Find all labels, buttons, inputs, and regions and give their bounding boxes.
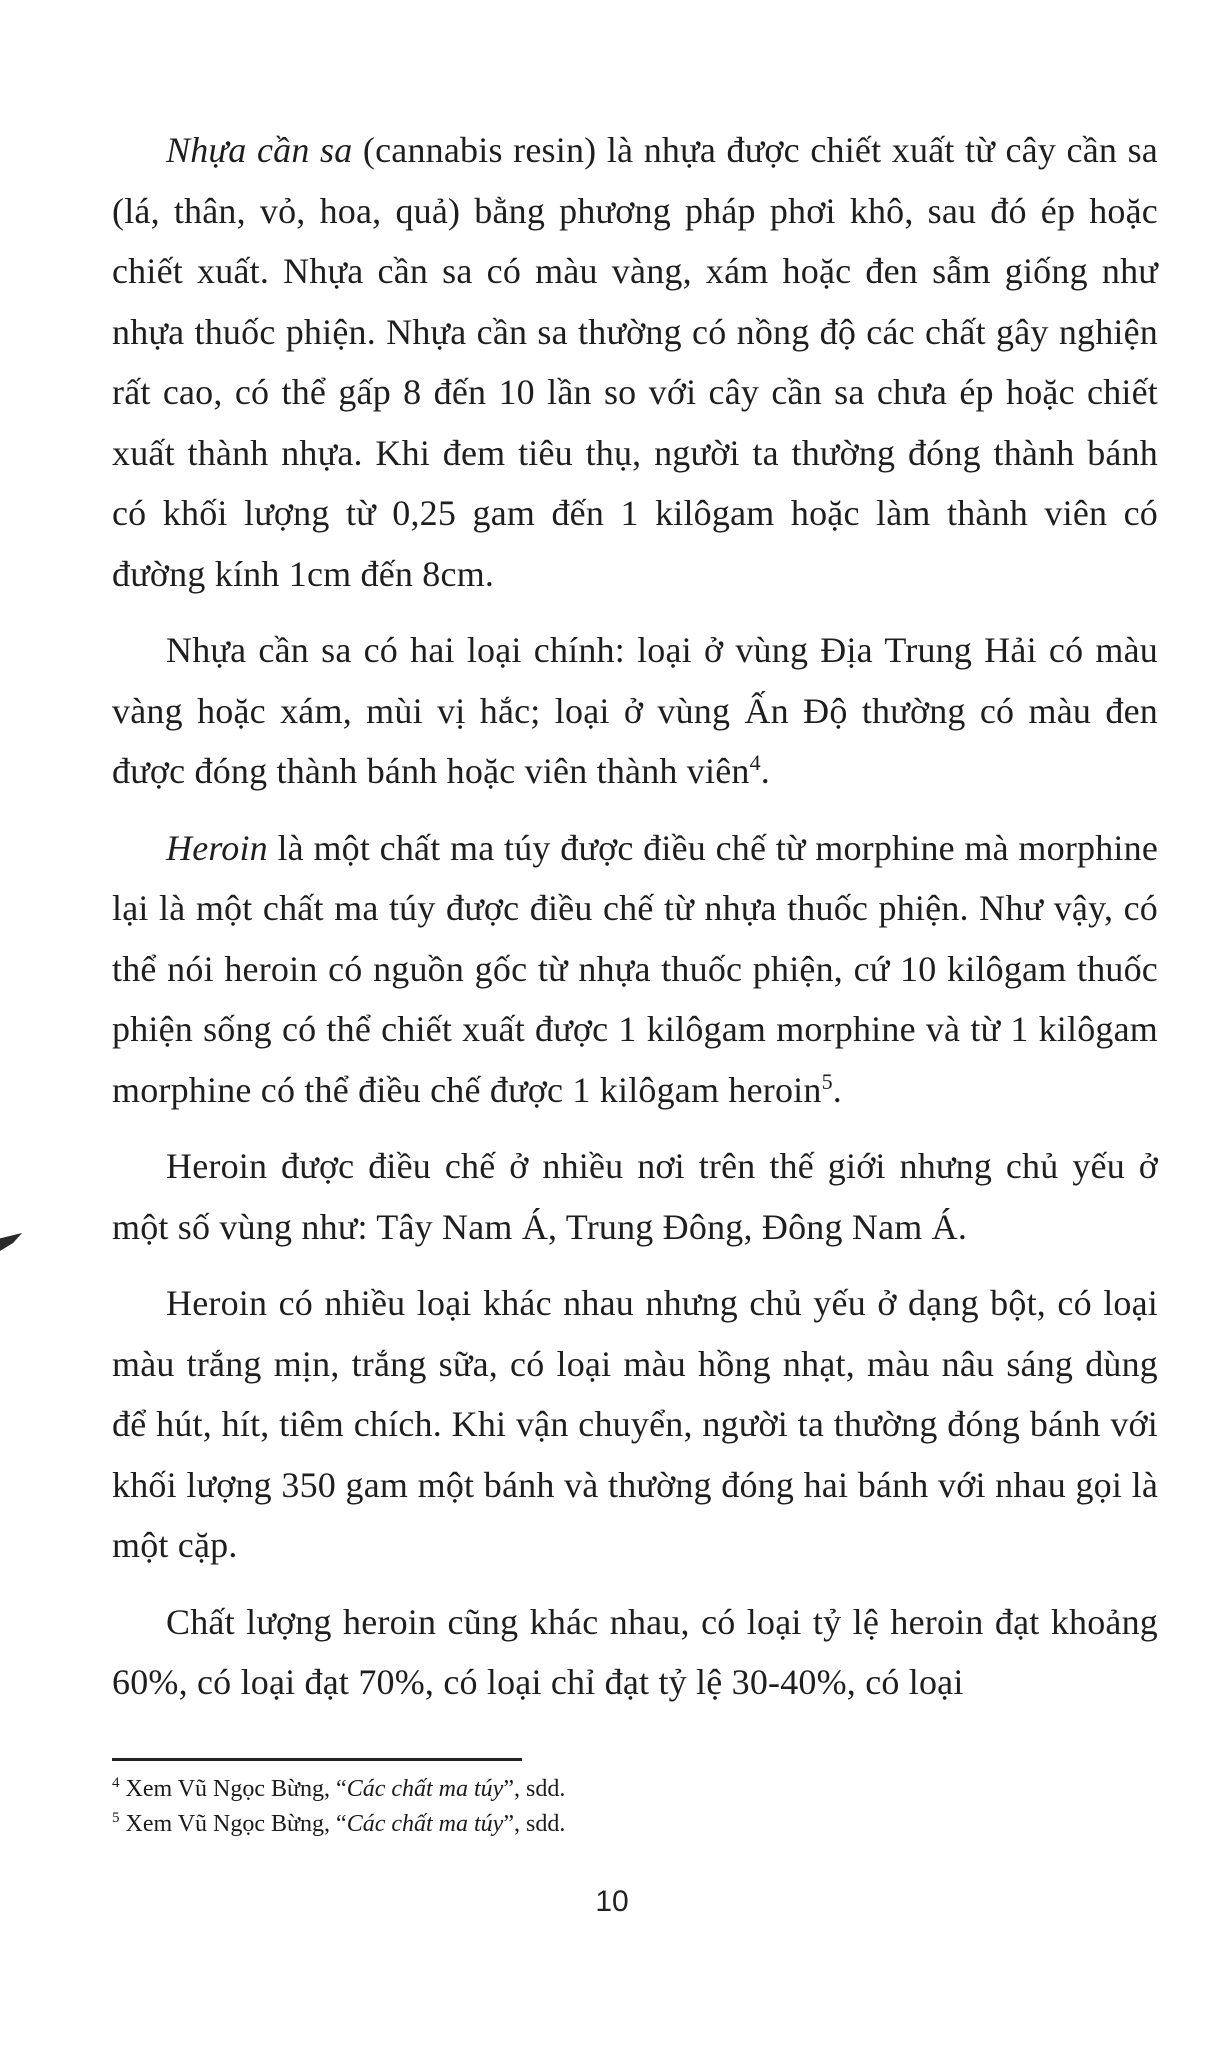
- paragraph-text: Heroin có nhiều loại khác nhau nhưng chủ yếu ở dạng bột, có loại màu trắng mịn, trắng sữa, có loại màu hồng nhạt, màu nâu sáng dùng để hút, hít, tiêm chích. Khi vận chuyển, người ta thường đóng bánh với khối lượng 350 gam một bánh và thường đóng hai bánh với nhau gọi là một cặp.: [112, 1283, 1158, 1565]
- footnote-number: 4: [112, 1775, 120, 1791]
- paragraph-text: Nhựa cần sa có hai loại chính: loại ở vùng Địa Trung Hải có màu vàng hoặc xám, mùi vị hắc; loại ở vùng Ấn Độ thường có màu đen được đóng thành bánh hoặc viên thành viên: [112, 630, 1158, 791]
- page-number: 10: [595, 1885, 629, 1918]
- paragraph-text: là một chất ma túy được điều chế từ morphine mà morphine lại là một chất ma túy được điều chế từ nhựa thuốc phiện. Như vậy, có thể nói heroin có nguồn gốc từ nhựa thuốc phiện, cứ 10 kilôgam thuốc phiện sống có thể chiết xuất được 1 kilôgam morphine và từ 1 kilôgam morphine có thể điều chế được 1 kilôgam heroin: [112, 827, 1158, 1110]
- paragraph-text: (cannabis resin) là nhựa được chiết xuất từ cây cần sa (lá, thân, vỏ, hoa, quả) bằng phương pháp phơi khô, sau đó ép hoặc chiết xuất. Nhựa cần sa có màu vàng, xám hoặc đen sẫm giống như nhựa thuốc phiện. Nhựa cần sa thường có nồng độ các chất gây nghiện rất cao, có thể gấp 8 đến 10 lần so với cây cần sa chưa ép hoặc chiết xuất thành nhựa. Khi đem tiêu thụ, người ta thường đóng thành bánh có khối lượng từ 0,25 gam đến 1 kilôgam hoặc làm thành viên có đường kính 1cm đến 8cm.: [112, 130, 1158, 594]
- footnote-text: Xem Vũ Ngọc Bừng, “: [119, 1811, 347, 1837]
- paragraph-heroin-regions: [112, 1136, 1158, 1257]
- paragraph-cannabis-resin: [112, 120, 1158, 604]
- paragraph-resin-types: [112, 620, 1158, 802]
- paragraph-text: Chất lượng heroin cũng khác nhau, có loại tỷ lệ heroin đạt khoảng 60%, có loại đạt 70%, có loại chỉ đạt tỷ lệ 30-40%, có loại: [112, 1601, 1158, 1702]
- term-heroin: Heroin: [166, 827, 268, 868]
- footnote-divider: [112, 1758, 522, 1761]
- footnote-4: [112, 1772, 1012, 1807]
- paragraph-heroin-forms: [112, 1273, 1158, 1576]
- footnote-text-end: ”, sdd.: [503, 1776, 566, 1802]
- footnote-number: 5: [112, 1810, 120, 1826]
- footnotes: [112, 1772, 1012, 1842]
- paragraph-heroin-quality: [112, 1592, 1158, 1713]
- footnote-text: Xem Vũ Ngọc Bừng, “: [119, 1776, 347, 1802]
- paragraph-text: Heroin được điều chế ở nhiều nơi trên thế giới nhưng chủ yếu ở một số vùng như: Tây Nam Á, Trung Đông, Đông Nam Á.: [112, 1146, 1158, 1247]
- term-cannabis-resin: Nhựa cần sa: [166, 130, 353, 170]
- paragraph-heroin-origin: [112, 818, 1158, 1121]
- page-edge-mark: [0, 1233, 22, 1251]
- footnote-work-title: Các chất ma túy: [346, 1811, 504, 1837]
- paragraph-tail: .: [760, 751, 770, 791]
- footnote-work-title: Các chất ma túy: [346, 1776, 504, 1802]
- footnote-ref-4[interactable]: 4: [749, 750, 761, 775]
- body-text: [112, 120, 1158, 1729]
- paragraph-tail: .: [832, 1069, 842, 1110]
- footnote-ref-5[interactable]: 5: [821, 1068, 833, 1094]
- footnote-text-end: ”, sdd.: [503, 1811, 566, 1837]
- footnote-5: [112, 1807, 1012, 1842]
